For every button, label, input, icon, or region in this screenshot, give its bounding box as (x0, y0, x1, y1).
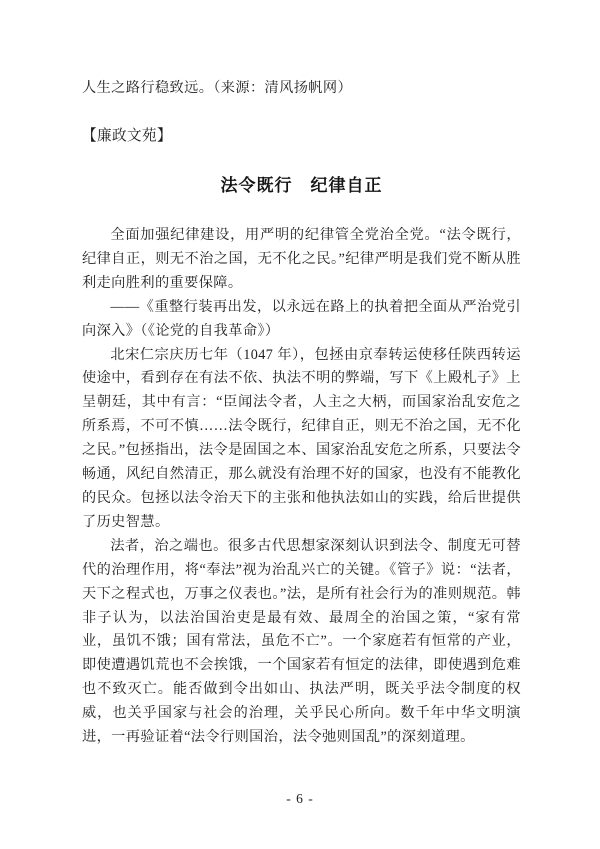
page-number: - 6 - (286, 791, 314, 806)
article-body (82, 224, 521, 750)
paragraph-bao-zheng-history: 北宋仁宗庆历七年（1047 年），包拯由京奉转运使移任陕西转运使途中，看到存在有法不依、执法不明的弊端，写下《上殿札子》上呈朝廷，其中有言：“臣闻法令者，人主之大柄，而国家治乱安危之所系焉，不可不慎……法令既行，纪律自正，则无不治之国，无不化之民。”包拯指出，法令是固国之本、国家治乱安危之所系，只要法令畅通，风纪自然清正，那么就没有治理不好的国家，也没有不能教化的民众。包拯以法令治天下的主张和他执法如山的实践，给后世提供了历史智慧。 (82, 346, 521, 530)
paragraph-source-attribution: ——《重整行装再出发，以永远在路上的执着把全面从严治党引向深入》（《论党的自我革命》） (82, 298, 521, 339)
paragraph-intro: 全面加强纪律建设，用严明的纪律管全党治全党。“法令既行，纪律自正，则无不治之国，无不化之民。”纪律严明是我们党不断从胜利走向胜利的重要保障。 (82, 227, 521, 291)
article-title: 法令既行 纪律自正 (220, 176, 383, 195)
continuation-line: 人生之路行稳致远。（来源：清风扬帆网） (82, 80, 353, 96)
paragraph-ancient-thinkers: 法者，治之端也。很多古代思想家深刻认识到法令、制度无可替代的治理作用，将“奉法”视为治乱兴亡的关键。《管子》说：“法者，天下之程式也，万事之仪表也。”法，是所有社会行为的准则规范。韩非子认为，以法治国治吏是最有效、最周全的治国之策，“家有常业，虽饥不饿；国有常法，虽危不亡”。一个家庭若有恒常的产业，即使遭遇饥荒也不会挨饿，一个国家若有恒定的法律，即使遇到危难也不致灭亡。能否做到令出如山、执法严明，既关乎法令制度的权威，也关乎国家与社会的治理，关乎民心所向。数千年中华文明演进，一再验证着“法令行则国治，法令弛则国乱”的深刻道理。 (82, 537, 521, 746)
section-label: 【廉政文苑】 (82, 128, 172, 144)
